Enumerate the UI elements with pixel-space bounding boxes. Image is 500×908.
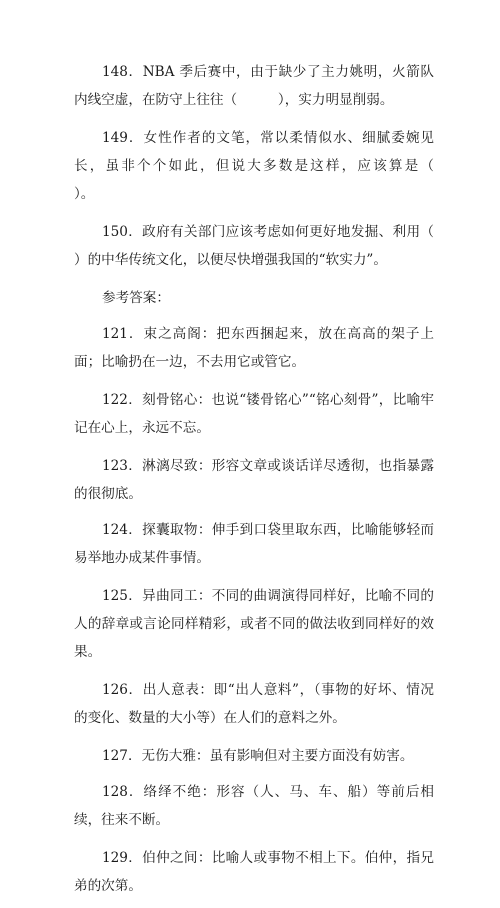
question-149: 149．女性作者的文笔，常以柔情似水、细腻委婉见长，虽非个个如此，但说大多数是这样，应该算是（ ）。 bbox=[74, 130, 475, 202]
answer-122: 122．刻骨铭心：也说“镂骨铭心”“铭心刻骨”，比喻牢记在心上，永远不忘。 bbox=[74, 392, 434, 436]
answer-125: 125．异曲同工：不同的曲调演得同样好，比喻不同的人的辞章或言论同样精彩，或者不同的做法收到同样好的效果。 bbox=[74, 588, 434, 660]
answer-123: 123．淋漓尽致：形容文章或谈话详尽透彻，也指暴露的很彻底。 bbox=[74, 458, 434, 502]
answer-127: 127．无伤大雅：虽有影响但对主要方面没有妨害。 bbox=[102, 748, 414, 764]
answer-126: 126．出人意表：即“出人意料”，（事物的好坏、情况的变化、数量的大小等）在人们的意料之外。 bbox=[74, 682, 434, 726]
question-148: 148．NBA 季后赛中，由于缺少了主力姚明，火箭队内线空虚，在防守上往往（ ），实力明显削弱。 bbox=[74, 64, 434, 108]
answer-128: 128．络绎不绝：形容（人、马、车、船）等前后相续，往来不断。 bbox=[74, 784, 434, 828]
question-150: 150．政府有关部门应该考虑如何更好地发掘、利用（ ）的中华传统文化，以便尽快增强我国的“软实力”。 bbox=[74, 224, 489, 268]
document-page bbox=[74, 58, 489, 908]
answers-heading: 参考答案： bbox=[102, 290, 170, 306]
answer-121: 121．束之高阁：把东西捆起来，放在高高的架子上面；比喻扔在一边，不去用它或管它。 bbox=[74, 326, 434, 370]
answer-129: 129．伯仲之间：比喻人或事物不相上下。伯仲，指兄弟的次第。 bbox=[74, 850, 434, 894]
answer-124: 124．探囊取物：伸手到口袋里取东西，比喻能够轻而易举地办成某件事情。 bbox=[74, 522, 434, 566]
